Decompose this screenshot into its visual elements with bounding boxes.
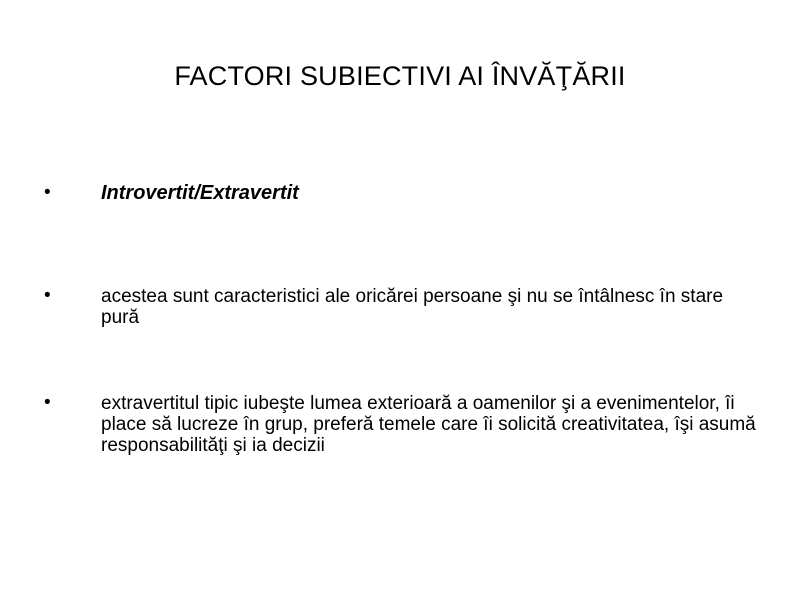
bullet-item-extravertitul-tipic (44, 393, 764, 456)
bullet-item-caracteristici (44, 286, 764, 328)
slide-title: FACTORI SUBIECTIVI AI ÎNVĂŢĂRII (174, 61, 626, 91)
bullet-dot-icon: • (44, 182, 51, 203)
bullet-text: extravertitul tipic iubeşte lumea exterioară a oamenilor şi a evenimentelor, îi place să lucreze în grup, preferă temele care îi solicită creativitatea, îşi asumă responsabilităţi şi ia decizii (101, 393, 756, 456)
bullet-text: Introvertit/Extravertit (101, 182, 299, 204)
bullet-item-introvertit-extravertit (44, 181, 764, 205)
bullet-dot-icon: • (44, 392, 51, 413)
bullet-text: acestea sunt caracteristici ale oricărei persoane şi nu se întâlnesc în stare pură (101, 286, 724, 328)
bullet-dot-icon: • (44, 285, 51, 306)
